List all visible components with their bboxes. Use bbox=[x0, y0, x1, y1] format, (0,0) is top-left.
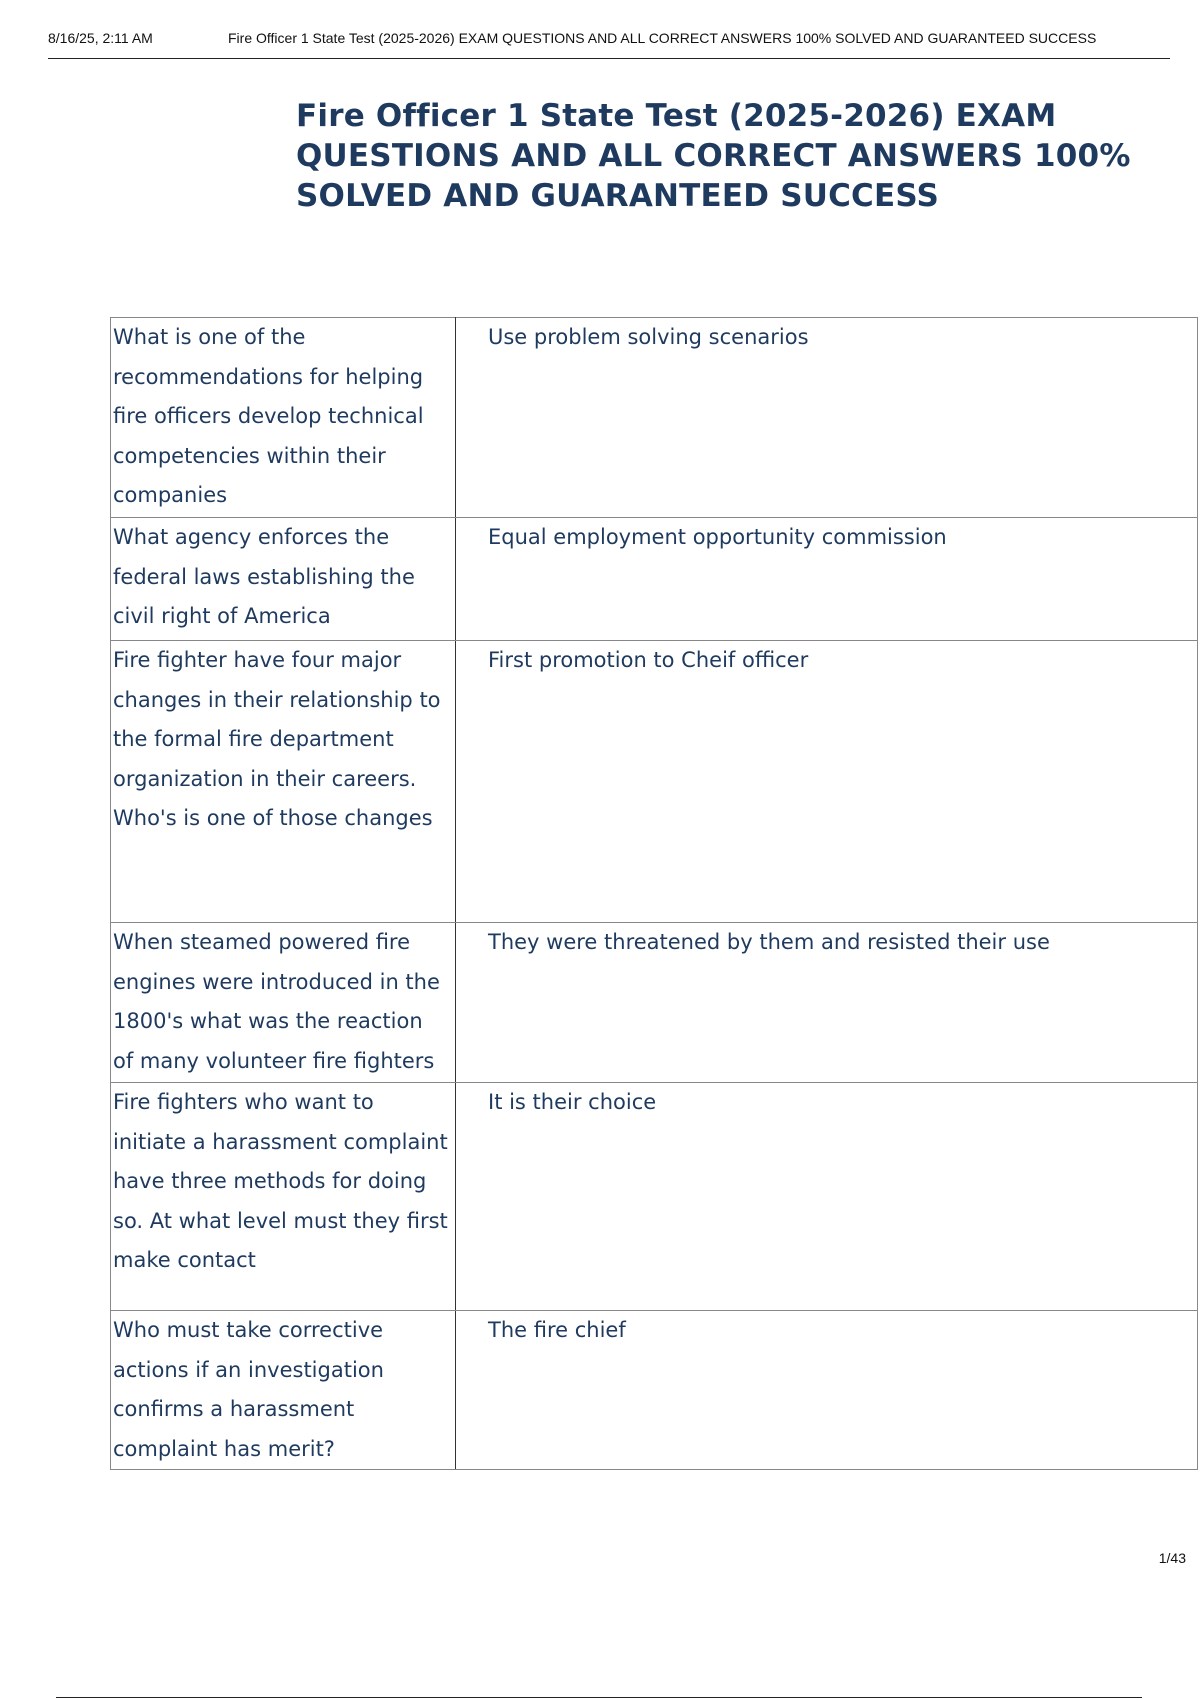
table-row bbox=[111, 1311, 1198, 1470]
answer-cell: The fire chief bbox=[456, 1311, 1198, 1470]
qa-table bbox=[110, 317, 1198, 1470]
table-row bbox=[111, 641, 1198, 923]
question-cell: What is one of the recommendations for helping fire officers develop technical competencies within their companies bbox=[111, 318, 456, 518]
print-title: Fire Officer 1 State Test (2025-2026) EXAM QUESTIONS AND ALL CORRECT ANSWERS 100% SOLVED AND GUARANTEED SUCCESS bbox=[228, 30, 1097, 46]
question-cell: Fire fighters who want to initiate a harassment complaint have three methods for doing so. At what level must they first make contact bbox=[111, 1083, 456, 1311]
table-row bbox=[111, 318, 1198, 518]
answer-cell: It is their choice bbox=[456, 1083, 1198, 1311]
document-title: Fire Officer 1 State Test (2025-2026) EXAM QUESTIONS AND ALL CORRECT ANSWERS 100% SOLVED AND GUARANTEED SUCCESS bbox=[296, 98, 1131, 214]
page-number: 1/43 bbox=[1158, 1550, 1186, 1566]
answer-cell: Equal employment opportunity commission bbox=[456, 518, 1198, 641]
question-cell: Fire fighter have four major changes in their relationship to the formal fire department organization in their careers. Who's is one of those changes bbox=[111, 641, 456, 923]
footer-divider bbox=[56, 1697, 1142, 1698]
answer-cell: First promotion to Cheif officer bbox=[456, 641, 1198, 923]
table-row bbox=[111, 923, 1198, 1083]
question-cell: When steamed powered fire engines were introduced in the 1800's what was the reaction of many volunteer fire fighters bbox=[111, 923, 456, 1083]
print-date: 8/16/25, 2:11 AM bbox=[48, 30, 153, 46]
answer-cell: Use problem solving scenarios bbox=[456, 318, 1198, 518]
print-header bbox=[48, 28, 1170, 59]
table-row bbox=[111, 1083, 1198, 1311]
table-row bbox=[111, 518, 1198, 641]
question-cell: Who must take corrective actions if an investigation confirms a harassment complaint has merit? bbox=[111, 1311, 456, 1470]
answer-cell: They were threatened by them and resisted their use bbox=[456, 923, 1198, 1083]
question-cell: What agency enforces the federal laws establishing the civil right of America bbox=[111, 518, 456, 641]
